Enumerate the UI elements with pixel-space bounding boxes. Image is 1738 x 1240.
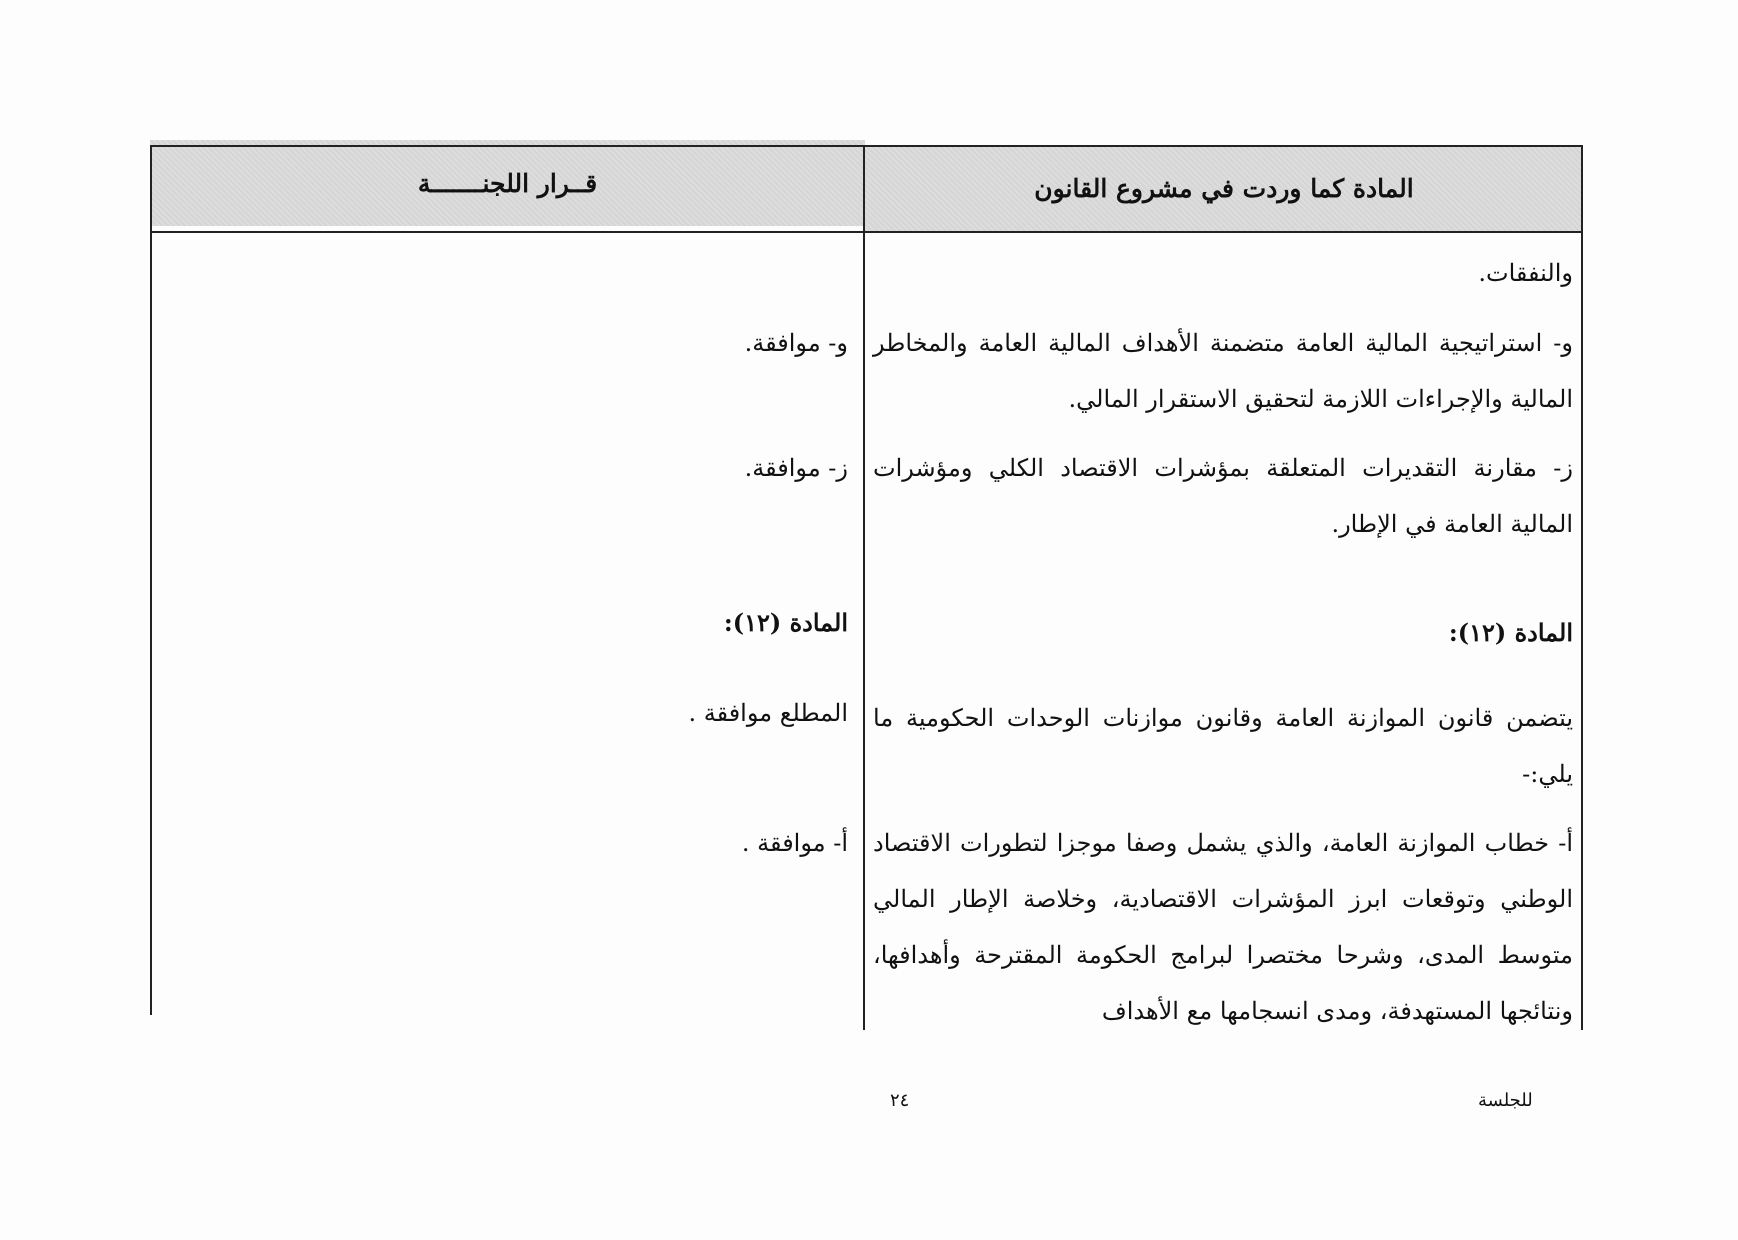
header-decision: قــرار اللجنـــــــة bbox=[150, 140, 865, 226]
article-row-5: أ- خطاب الموازنة العامة، والذي يشمل وصفا موجزا لتطورات الاقتصاد الوطني وتوقعات ابرز المؤشرات الاقتصادية، وخلاصة الإطار المالي متوسط المدى، وشرحا مختصرا لبرامج الحكومة المقترحة وأهدافها، ونتائجها المستهدفة، ومدى انسجامها مع الأهداف bbox=[873, 829, 1574, 1025]
decision-row-4: المطلع موافقة . bbox=[688, 699, 848, 727]
article-row-2: ز- مقارنة التقديرات المتعلقة بمؤشرات الاقتصاد الكلي ومؤشرات المالية العامة في الإطار. bbox=[873, 454, 1573, 538]
article-row-0: والنفقات. bbox=[1478, 259, 1573, 287]
page-number: ٢٤ bbox=[890, 1090, 910, 1111]
table-top-border bbox=[150, 145, 1583, 147]
table-right-border bbox=[1581, 145, 1583, 1030]
article-row-1: و- استراتيجية المالية العامة متضمنة الأهداف المالية العامة والمخاطر المالية والإجراءات اللازمة لتحقيق الاستقرار المالي. bbox=[873, 329, 1573, 413]
header-bottom-border bbox=[150, 231, 1583, 233]
article-row-3-heading: المادة (١٢): bbox=[1448, 618, 1573, 647]
decision-row-3-heading: المادة (١٢): bbox=[723, 608, 848, 637]
header-article: المادة كما وردت في مشروع القانون bbox=[865, 145, 1583, 231]
table-left-border bbox=[150, 145, 152, 1015]
decision-row-1: و- موافقة. bbox=[744, 329, 848, 357]
decision-row-2: ز- موافقة. bbox=[744, 454, 848, 482]
session-label: للجلسة bbox=[1478, 1090, 1533, 1111]
decision-row-5: أ- موافقة . bbox=[741, 829, 848, 857]
column-divider bbox=[863, 145, 865, 1030]
comparison-table bbox=[150, 145, 1583, 1030]
article-row-4: يتضمن قانون الموازنة العامة وقانون موازنات الوحدات الحكومية ما يلي:- bbox=[873, 704, 1573, 788]
